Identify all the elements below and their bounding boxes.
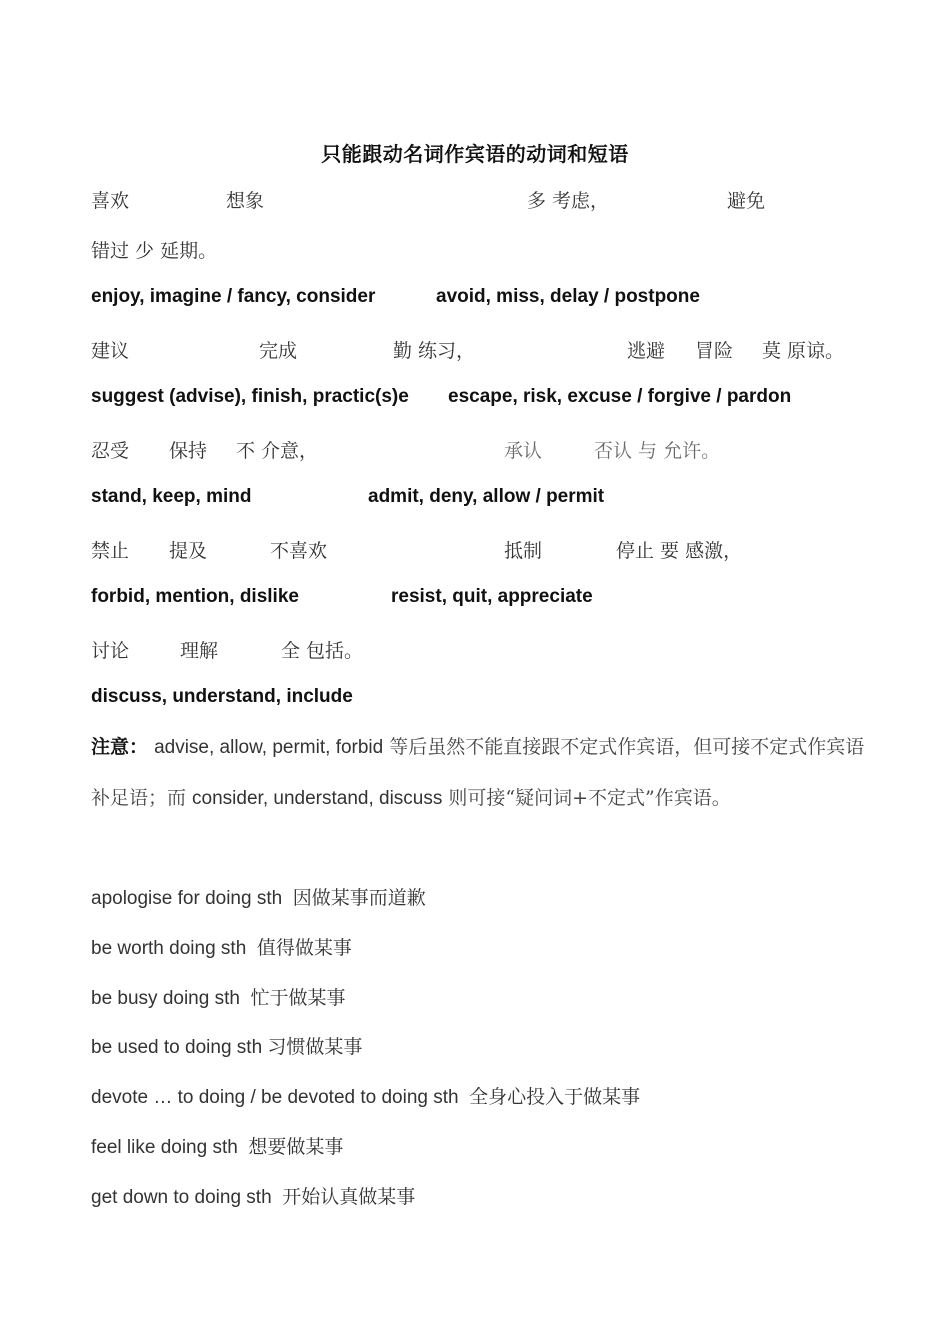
phrase-item: [91, 1082, 640, 1109]
cn-word: 全 包括。: [281, 640, 364, 662]
cn-word: 逃避: [627, 340, 666, 362]
phrase-cn: 全身心投入于做某事: [469, 1086, 641, 1108]
en-verbs: stand, keep, mind: [91, 486, 252, 507]
en-verbs: resist, quit, appreciate: [391, 586, 593, 607]
cn-word: 提及: [169, 540, 208, 562]
cn-word: 禁止: [91, 540, 130, 562]
phrase-cn: 值得做某事: [256, 937, 352, 959]
verb-group-4-cn: [0, 536, 950, 568]
cn-word: 忍受: [91, 440, 130, 462]
phrase-item: [91, 1132, 343, 1159]
verb-group-1-en: [0, 286, 950, 318]
cn-word: 错过 少 延期。: [91, 240, 218, 262]
phrase-item: [91, 883, 426, 910]
note-text-1: 等后虽然不能直接跟不定式作宾语，但可接不定式作宾语补足语；而: [91, 736, 865, 809]
cn-word: 冒险: [695, 340, 734, 362]
phrase-item: [91, 983, 346, 1010]
en-verbs: avoid, miss, delay / postpone: [436, 286, 700, 307]
cn-word: 多 考虑，: [527, 190, 610, 212]
en-verbs: admit, deny, allow / permit: [368, 486, 605, 507]
phrase-cn: 习惯做某事: [267, 1036, 363, 1058]
phrase-en: be used to doing sth: [91, 1037, 263, 1058]
en-verbs: enjoy, imagine / fancy, consider: [91, 286, 376, 307]
cn-word: 否认 与 允许。: [594, 440, 721, 462]
cn-word: 建议: [91, 340, 130, 362]
phrase-item: [91, 1032, 362, 1059]
cn-word: 不喜欢: [270, 540, 328, 562]
cn-word: 停止 要 感激，: [616, 540, 743, 562]
verb-group-5-cn: [0, 636, 950, 668]
verb-group-5-en: [0, 686, 950, 718]
phrase-item: [91, 933, 352, 960]
phrase-en: feel like doing sth: [91, 1137, 238, 1158]
note-text-2: 则可接“疑问词+不定式”作宾语。: [442, 787, 731, 809]
phrase-en: be worth doing sth: [91, 938, 247, 959]
cn-word: 勤 练习，: [393, 340, 476, 362]
phrase-en: be busy doing sth: [91, 988, 240, 1009]
verb-group-1-cn-line2: [0, 236, 950, 268]
cn-word: 想象: [226, 190, 265, 212]
verb-group-1-cn: [0, 186, 950, 218]
cn-word: 莫 原谅。: [762, 340, 845, 362]
phrase-en: apologise for doing sth: [91, 888, 283, 909]
phrase-cn: 因做某事而道歉: [292, 887, 426, 909]
cn-word: 完成: [259, 340, 298, 362]
phrase-cn: 开始认真做某事: [282, 1186, 416, 1208]
cn-word: 理解: [180, 640, 219, 662]
note-verbs-2: consider, understand, discuss: [192, 788, 443, 809]
cn-word: 不 介意，: [236, 440, 319, 462]
page-title: 只能跟动名词作宾语的动词和短语: [321, 142, 629, 166]
note-verbs-1: advise, allow, permit, forbid: [154, 737, 384, 758]
cn-word: 喜欢: [91, 190, 130, 212]
verb-group-2-en: [0, 386, 950, 418]
note-paragraph: [91, 722, 871, 824]
phrase-en: devote … to doing / be devoted to doing sth: [91, 1087, 459, 1108]
en-verbs: escape, risk, excuse / forgive / pardon: [448, 386, 792, 407]
en-verbs: forbid, mention, dislike: [91, 586, 299, 607]
phrase-item: [91, 1182, 415, 1209]
en-verbs: discuss, understand, include: [91, 686, 353, 707]
cn-word: 抵制: [504, 540, 543, 562]
verb-group-3-en: [0, 486, 950, 518]
verb-group-3-cn: [0, 436, 950, 468]
phrase-cn: 想要做某事: [248, 1136, 344, 1158]
note-label: 注意：: [91, 736, 149, 758]
verb-group-2-cn: [0, 336, 950, 368]
cn-word: 避免: [727, 190, 766, 212]
cn-word: 保持: [169, 440, 208, 462]
phrase-en: get down to doing sth: [91, 1187, 272, 1208]
cn-word: 承认: [504, 440, 543, 462]
en-verbs: suggest (advise), finish, practic(s)e: [91, 386, 409, 407]
cn-word: 讨论: [91, 640, 130, 662]
verb-group-4-en: [0, 586, 950, 618]
phrase-cn: 忙于做某事: [250, 987, 346, 1009]
